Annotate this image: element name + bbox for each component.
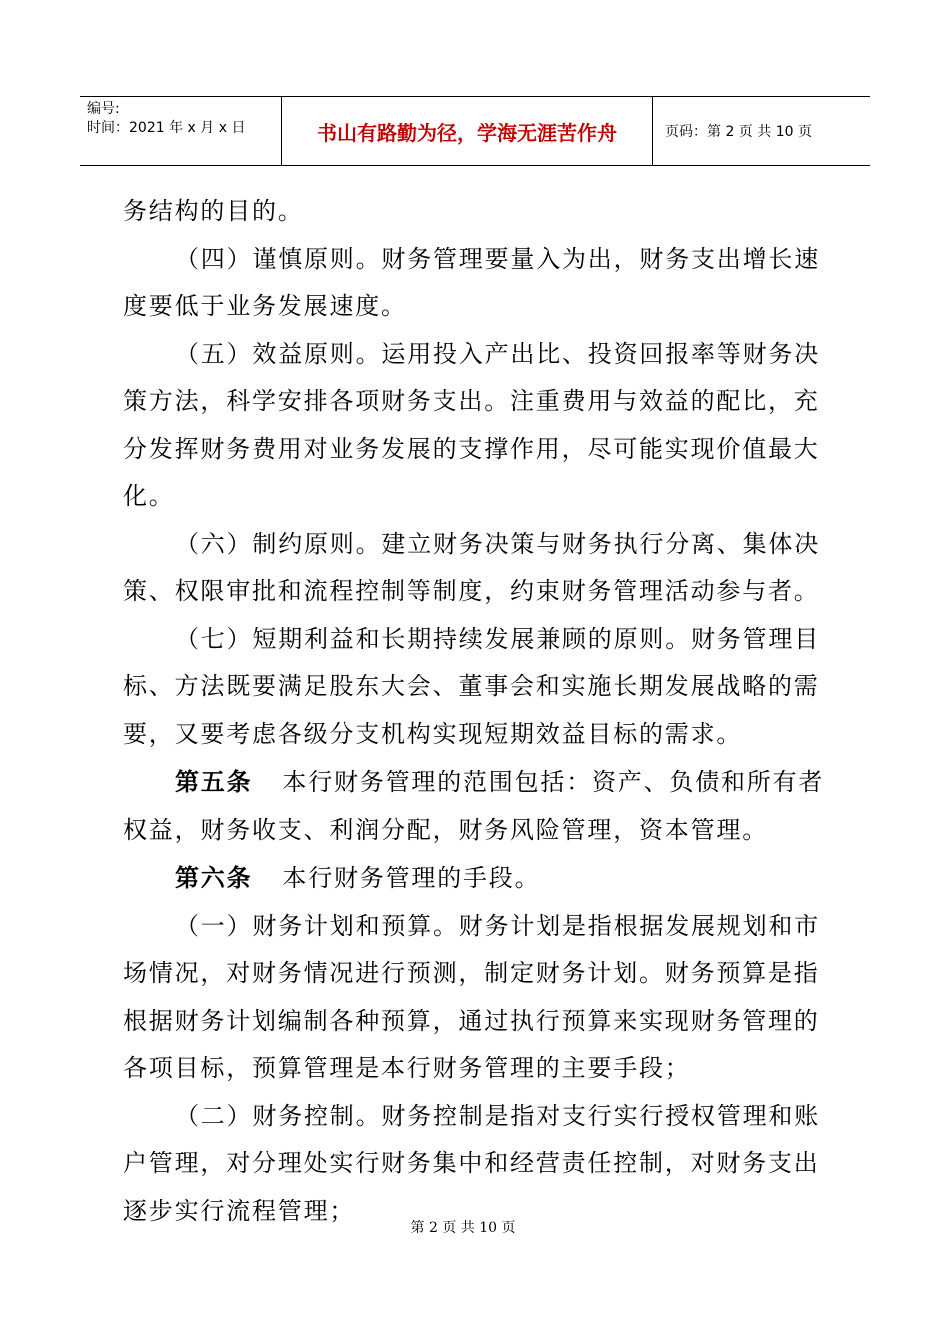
- body-line: 分发挥财务费用对业务发展的支撑作用，尽可能实现价值最大: [123, 434, 820, 463]
- body-line: （四）谨慎原则。财务管理要量入为出，财务支出增长速: [175, 244, 820, 273]
- body-line: 权益，财务收支、利润分配，财务风险管理，资本管理。: [123, 815, 768, 844]
- document-time-label: 时间：2021 年 x 月 x 日: [87, 120, 246, 136]
- article-6-text: 本行财务管理的手段。: [282, 864, 541, 892]
- body-line: 户管理，对分理处实行财务集中和经营责任控制，对财务支出: [123, 1149, 820, 1177]
- body-line: 各项目标，预算管理是本行财务管理的主要手段；: [123, 1054, 691, 1082]
- body-line: 逐步实行流程管理；: [123, 1196, 356, 1225]
- body-line: 化。: [123, 482, 175, 510]
- body-line: 务结构的目的。: [123, 197, 304, 225]
- header-motto: 书山有路勤为径，学海无涯苦作舟: [282, 97, 653, 165]
- body-line: 场情况，对财务情况进行预测，制定财务计划。财务预算是指: [123, 959, 820, 987]
- article-5-line: [123, 758, 827, 807]
- body-line: 根据财务计划编制各种预算，通过执行预算来实现财务管理的: [123, 1006, 820, 1035]
- header-page-info: 页码：第 2 页 共 10 页: [665, 124, 812, 140]
- body-line: 策、权限审批和流程控制等制度，约束财务管理活动参与者。: [123, 577, 820, 605]
- body-line: （六）制约原则。建立财务决策与财务执行分离、集体决: [175, 529, 820, 558]
- body-line: 策方法，科学安排各项财务支出。注重费用与效益的配比，充: [123, 387, 820, 415]
- header-meta: [80, 97, 282, 165]
- article-5-text: 本行财务管理的范围包括：资产、负债和所有者: [282, 768, 825, 796]
- page-footer: [0, 1217, 950, 1237]
- body-line: 度要低于业务发展速度。: [123, 292, 407, 320]
- article-6-line: [123, 854, 827, 903]
- article-6-label: 第六条: [175, 863, 253, 892]
- body-line: （一）财务计划和预算。财务计划是指根据发展规划和市: [175, 911, 820, 940]
- body-line: （五）效益原则。运用投入产出比、投资回报率等财务决: [175, 339, 820, 368]
- page-header: [80, 96, 870, 166]
- body-line: （七）短期利益和长期持续发展兼顾的原则。财务管理目: [175, 624, 820, 653]
- body-line: （二）财务控制。财务控制是指对支行实行授权管理和账: [175, 1101, 820, 1130]
- footer-page-number: 第 2 页 共 10 页: [410, 1220, 516, 1236]
- body-line: 要，又要考虑各级分支机构实现短期效益目标的需求。: [123, 719, 743, 748]
- body-line: 标、方法既要满足股东大会、董事会和实施长期发展战略的需: [123, 672, 820, 700]
- article-5-label: 第五条: [175, 767, 253, 796]
- document-body: [123, 188, 827, 1235]
- document-number-label: 编号:: [87, 101, 120, 117]
